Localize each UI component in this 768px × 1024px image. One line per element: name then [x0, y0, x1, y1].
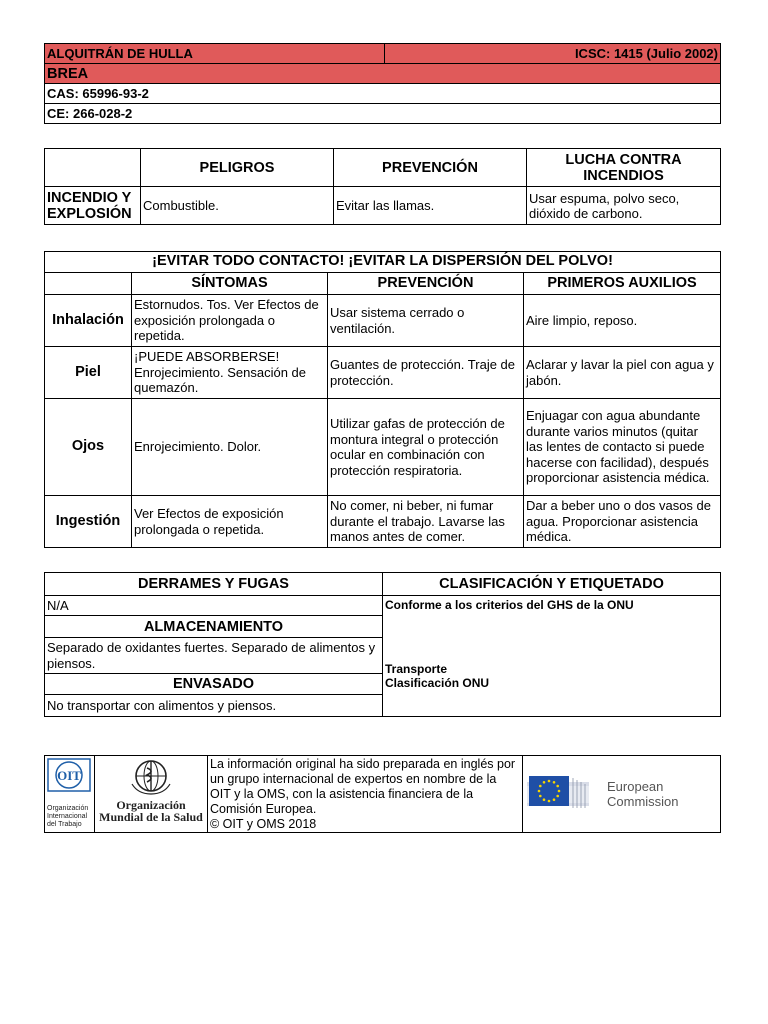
credits-text: La información original ha sido preparada en inglés por un grupo internacional de expertos en nombre de la OIT y la OMS, con la asistencia financiera de la Comisión Europea. [210, 757, 516, 816]
fire-row-label: INCENDIO Y EXPLOSIÓN [45, 187, 141, 225]
header-table [44, 43, 721, 124]
exposure-row-eyes [45, 399, 721, 496]
exposure-corner-cell [45, 273, 132, 295]
symptoms-cell: Enrojecimiento. Dolor. [132, 399, 328, 496]
exposure-row-ingestion [45, 496, 721, 548]
fire-prevention: Evitar las llamas. [334, 187, 527, 225]
un-classification-label: Clasificación ONU [385, 676, 490, 690]
exposure-table [44, 251, 721, 548]
route-label: Ingestión [45, 496, 132, 548]
first-aid-cell: Aclarar y lavar la piel con agua y jabón. [524, 347, 721, 399]
eu-flag-icon [527, 772, 599, 816]
ilo-logo [45, 756, 95, 833]
who-emblem-icon [126, 758, 176, 796]
footer-table [44, 755, 721, 833]
packaging-title: ENVASADO [45, 674, 383, 695]
fire-corner-cell [45, 149, 141, 187]
ilo-emblem-icon [47, 758, 91, 802]
classification-cell [383, 596, 721, 717]
ilo-line: Organización [47, 805, 89, 812]
spills-title: DERRAMES Y FUGAS [45, 573, 383, 596]
ec-logo [523, 756, 721, 833]
ce-number: CE: 266-028-2 [45, 104, 721, 124]
who-line: Mundial de la Salud [99, 810, 203, 824]
transport-label: Transporte [385, 662, 448, 676]
fire-table [44, 148, 721, 225]
exposure-col-prevention: PREVENCIÓN [328, 273, 524, 295]
spills-value: N/A [45, 596, 383, 616]
fire-hazards: Combustible. [141, 187, 334, 225]
copyright-text: © OIT y OMS 2018 [210, 817, 317, 831]
icsc-number: ICSC: 1415 (Julio 2002) [385, 44, 721, 64]
exposure-banner: ¡EVITAR TODO CONTACTO! ¡EVITAR LA DISPERSIÓN DEL POLVO! [45, 252, 721, 273]
cas-number: CAS: 65996-93-2 [45, 84, 721, 104]
alternate-name: BREA [45, 64, 721, 84]
exposure-row-inhalation [45, 295, 721, 347]
credits-cell [208, 756, 523, 833]
prevention-cell: Utilizar gafas de protección de montura integral o protección ocular en combinación con protección respiratoria. [328, 399, 524, 496]
symptoms-cell: Estornudos. Tos. Ver Efectos de exposición prolongada o repetida. [132, 295, 328, 347]
fire-fighting: Usar espuma, polvo seco, dióxido de carbono. [527, 187, 721, 225]
first-aid-cell: Dar a beber uno o dos vasos de agua. Proporcionar asistencia médica. [524, 496, 721, 548]
symptoms-cell: Ver Efectos de exposición prolongada o repetida. [132, 496, 328, 548]
ilo-line: Internacional [47, 813, 88, 820]
ghs-criteria: Conforme a los criterios del GHS de la ONU [385, 598, 634, 612]
ec-line: European [607, 779, 664, 794]
exposure-row-skin [45, 347, 721, 399]
symptoms-cell: ¡PUEDE ABSORBERSE! Enrojecimiento. Sensación de quemazón. [132, 347, 328, 399]
first-aid-cell: Aire limpio, reposo. [524, 295, 721, 347]
first-aid-cell: Enjuagar con agua abundante durante varios minutos (quitar las lentes de contacto si puede hacerse con facilidad), después proporcionar asistencia médica. [524, 399, 721, 496]
prevention-cell: No comer, ni beber, ni fumar durante el trabajo. Lavarse las manos antes de comer. [328, 496, 524, 548]
route-label: Ojos [45, 399, 132, 496]
substance-name: ALQUITRÁN DE HULLA [45, 44, 385, 64]
storage-value: Separado de oxidantes fuertes. Separado de alimentos y piensos. [45, 638, 383, 674]
classification-title: CLASIFICACIÓN Y ETIQUETADO [383, 573, 721, 596]
packaging-value: No transportar con alimentos y piensos. [45, 695, 383, 717]
who-logo [95, 756, 208, 833]
ilo-line: del Trabajo [47, 821, 82, 828]
exposure-col-first-aid: PRIMEROS AUXILIOS [524, 273, 721, 295]
who-line: Organización [116, 798, 186, 812]
ilo-emblem-text: OIT [57, 768, 81, 783]
prevention-cell: Guantes de protección. Traje de protección. [328, 347, 524, 399]
fire-col-hazards: PELIGROS [141, 149, 334, 187]
storage-title: ALMACENAMIENTO [45, 616, 383, 638]
route-label: Piel [45, 347, 132, 399]
fire-col-prevention: PREVENCIÓN [334, 149, 527, 187]
route-label: Inhalación [45, 295, 132, 347]
fire-col-fighting: LUCHA CONTRA INCENDIOS [527, 149, 721, 187]
prevention-cell: Usar sistema cerrado o ventilación. [328, 295, 524, 347]
spills-classification-table [44, 572, 721, 717]
ec-line: Commission [607, 794, 679, 809]
exposure-col-symptoms: SÍNTOMAS [132, 273, 328, 295]
